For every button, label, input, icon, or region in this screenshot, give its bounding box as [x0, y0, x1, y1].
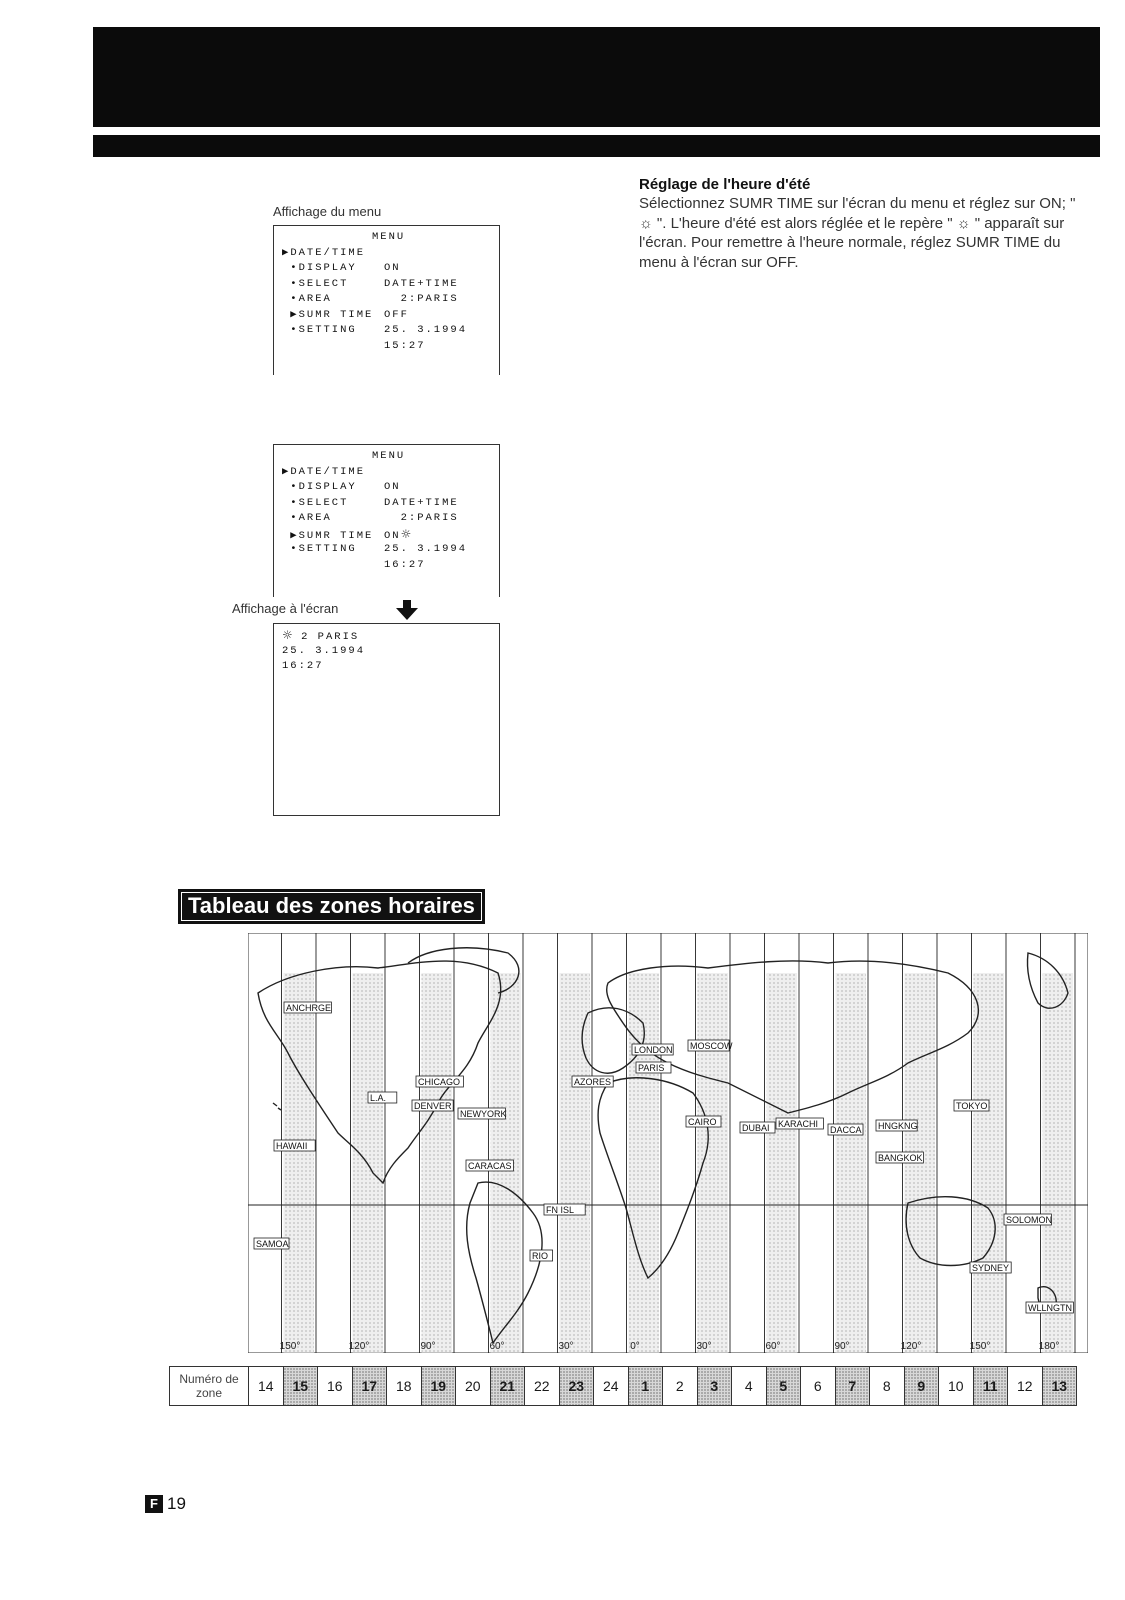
summer-time-body: Sélectionnez SUMR TIME sur l'écran du menu et réglez sur ON; " ☼ ". L'heure d'été est alors réglée et le repère " ☼ " apparaît sur l'écran. Pour remettre à l'heure normale, réglez SUMR TIME du menu à l'écran sur OFF.	[639, 195, 1076, 271]
menu-title: MENU	[372, 450, 406, 462]
menu-item-value: 2:PARIS	[384, 512, 459, 524]
city-name: BANGKOK	[878, 1153, 923, 1163]
menu-item-label: •DISPLAY	[282, 262, 357, 274]
zone-number-cell: 1	[628, 1367, 663, 1406]
city-name: HAWAII	[276, 1141, 308, 1151]
city-label	[544, 1204, 585, 1215]
zone-number-cell: 17	[352, 1367, 387, 1406]
display-time: 16:27	[282, 660, 324, 672]
city-label	[412, 1100, 453, 1111]
menu-item-label: ▶DATE/TIME	[282, 465, 366, 478]
city-label	[416, 1076, 463, 1087]
menu-item-value: 25. 3.1994	[384, 543, 468, 555]
zone-number-cell: 14	[249, 1367, 284, 1406]
city-name: PARIS	[638, 1063, 665, 1073]
longitude-label: 30°	[696, 1341, 712, 1352]
menu-row	[282, 277, 499, 293]
longitude-label: 0°	[630, 1341, 640, 1352]
city-name: CARACAS	[468, 1161, 512, 1171]
city-name: HNGKNG	[878, 1121, 918, 1131]
city-label	[254, 1238, 289, 1249]
menu-row	[282, 496, 499, 512]
menu-item-value: ON	[384, 529, 401, 542]
longitude-label: 180°	[1038, 1341, 1060, 1352]
longitude-label: 120°	[348, 1341, 370, 1352]
menu-item-value: 25. 3.1994	[384, 324, 468, 336]
longitude-label: 150°	[969, 1341, 991, 1352]
menu-item-value: ON	[384, 262, 401, 274]
display-area: 2 PARIS	[292, 631, 360, 643]
shaded-zone-strip	[698, 973, 729, 1353]
city-label	[776, 1118, 823, 1129]
menu-row	[282, 480, 499, 496]
city-name: CAIRO	[688, 1117, 717, 1127]
zone-number-cell: 15	[283, 1367, 318, 1406]
menu-row	[282, 542, 499, 558]
city-name: NEWYORK	[460, 1109, 507, 1119]
city-name: TOKYO	[956, 1101, 988, 1111]
menu-screen-off	[273, 225, 500, 375]
city-label	[572, 1076, 613, 1087]
city-name: CHICAGO	[418, 1077, 461, 1087]
city-label	[954, 1100, 989, 1111]
longitude-label: 150°	[279, 1341, 301, 1352]
zone-number-cell: 2	[663, 1367, 698, 1406]
city-label	[688, 1040, 733, 1051]
world-map-graphic	[248, 933, 1088, 1353]
city-name: FN ISL	[546, 1205, 575, 1215]
zone-number-cell: 18	[387, 1367, 422, 1406]
menu-item-label: ▶SUMR TIME	[282, 308, 374, 321]
shaded-zone-strip	[1043, 973, 1074, 1353]
city-label	[1026, 1302, 1073, 1313]
city-label	[274, 1140, 315, 1151]
shaded-zone-strip	[422, 973, 453, 1353]
city-name: SOLOMON	[1006, 1215, 1053, 1225]
city-label	[466, 1160, 513, 1171]
menu-row	[282, 511, 499, 527]
menu-item-value: 2:PARIS	[384, 293, 459, 305]
longitude-label: 60°	[765, 1341, 781, 1352]
city-name: SAMOA	[256, 1239, 289, 1249]
zone-number-cell: 6	[801, 1367, 836, 1406]
city-name: DUBAI	[742, 1123, 770, 1133]
language-mark: F	[145, 1495, 163, 1513]
city-label	[740, 1122, 775, 1133]
menu-item-value: DATE+TIME	[384, 496, 459, 509]
city-name: WLLNGTN	[1028, 1303, 1073, 1313]
menu-item-label: •SETTING	[282, 324, 357, 336]
menu-row	[282, 527, 499, 543]
zone-number-cell: 10	[939, 1367, 974, 1406]
menu-item-label: •DISPLAY	[282, 481, 357, 493]
sun-icon: ☼	[282, 628, 293, 642]
city-label	[828, 1124, 863, 1135]
zone-number-cell: 23	[559, 1367, 594, 1406]
city-name: RIO	[532, 1251, 549, 1261]
city-name: DENVER	[414, 1101, 452, 1111]
menu-item-label: ▶SUMR TIME	[282, 529, 374, 542]
page-number: 19	[167, 1494, 186, 1513]
sun-icon: ☼	[400, 526, 412, 541]
city-label	[970, 1262, 1011, 1273]
city-label	[686, 1116, 721, 1127]
city-name: KARACHI	[778, 1119, 819, 1129]
zone-number-cell: 13	[1042, 1367, 1077, 1406]
menu-row	[282, 339, 499, 355]
zone-number-cell: 16	[318, 1367, 353, 1406]
menu-row	[282, 246, 499, 262]
summer-time-title: Réglage de l'heure d'été	[639, 176, 811, 193]
menu-row	[282, 308, 499, 324]
menu-item-value: OFF	[384, 308, 409, 321]
zone-number-cell: 9	[904, 1367, 939, 1406]
shaded-zone-strip	[974, 973, 1005, 1353]
city-name: LONDON	[634, 1045, 673, 1055]
menu-caption: Affichage du menu	[273, 204, 382, 219]
city-label	[1004, 1214, 1052, 1225]
menu-item-label: •SELECT	[282, 277, 349, 290]
zone-number-label: Numéro de zone	[170, 1367, 249, 1406]
longitude-label: 60°	[489, 1341, 505, 1352]
zone-number-cell: 7	[835, 1367, 870, 1406]
city-name: ANCHRGE	[286, 1003, 332, 1013]
shaded-zone-strip	[767, 973, 798, 1353]
zone-number-cell: 12	[1008, 1367, 1043, 1406]
zone-number-cell: 3	[697, 1367, 732, 1406]
city-name: SYDNEY	[972, 1263, 1010, 1273]
display-date: 25. 3.1994	[282, 644, 366, 657]
header-rule	[93, 135, 1100, 157]
menu-screen-on	[273, 444, 500, 597]
onscreen-display	[273, 623, 500, 816]
menu-item-label: •SETTING	[282, 543, 357, 555]
menu-item-label: •SELECT	[282, 496, 349, 509]
city-label	[530, 1250, 553, 1261]
city-label	[458, 1108, 507, 1119]
city-name: MOSCOW	[690, 1041, 733, 1051]
zone-number-table	[169, 1366, 1077, 1406]
menu-item-label: •AREA	[282, 512, 332, 524]
menu-item-value: 15:27	[384, 339, 426, 352]
longitude-label: 30°	[558, 1341, 574, 1352]
city-label	[636, 1062, 671, 1073]
zone-number-cell: 24	[594, 1367, 629, 1406]
city-name: AZORES	[574, 1077, 612, 1087]
zone-number-cell: 8	[870, 1367, 905, 1406]
city-name: DACCA	[830, 1125, 862, 1135]
menu-row	[282, 558, 499, 574]
menu-item-value: ON	[384, 481, 401, 493]
menu-row	[282, 323, 499, 339]
display-caption: Affichage à l'écran	[232, 601, 339, 616]
longitude-label: 90°	[834, 1341, 850, 1352]
zone-number-cell: 21	[490, 1367, 525, 1406]
zone-number-cell: 4	[732, 1367, 767, 1406]
menu-title: MENU	[372, 231, 406, 243]
city-label	[876, 1120, 918, 1131]
menu-item-label: •AREA	[282, 293, 332, 305]
city-label	[284, 1002, 331, 1013]
city-label	[368, 1092, 397, 1103]
zone-number-cell: 11	[973, 1367, 1008, 1406]
zone-number-cell: 20	[456, 1367, 491, 1406]
timezone-banner: Tableau des zones horaires	[178, 889, 485, 924]
city-label	[632, 1044, 673, 1055]
menu-row	[282, 292, 499, 308]
world-timezone-map	[248, 933, 1088, 1353]
menu-row	[282, 465, 499, 481]
zone-number-cell: 22	[525, 1367, 560, 1406]
menu-row	[282, 261, 499, 277]
header-black-band	[93, 27, 1100, 127]
city-name: L.A.	[370, 1093, 387, 1103]
longitude-label: 90°	[420, 1341, 436, 1352]
zone-number-cell: 5	[766, 1367, 801, 1406]
arrow-down-icon	[396, 600, 418, 620]
menu-item-label: ▶DATE/TIME	[282, 246, 366, 259]
shaded-zone-strip	[836, 973, 867, 1353]
zone-number-cell: 19	[421, 1367, 456, 1406]
shaded-zone-strip	[560, 973, 591, 1353]
shaded-zone-strip	[284, 973, 315, 1353]
longitude-label: 120°	[900, 1341, 922, 1352]
menu-item-value: DATE+TIME	[384, 277, 459, 290]
menu-item-value: 16:27	[384, 558, 426, 571]
city-label	[876, 1152, 923, 1163]
